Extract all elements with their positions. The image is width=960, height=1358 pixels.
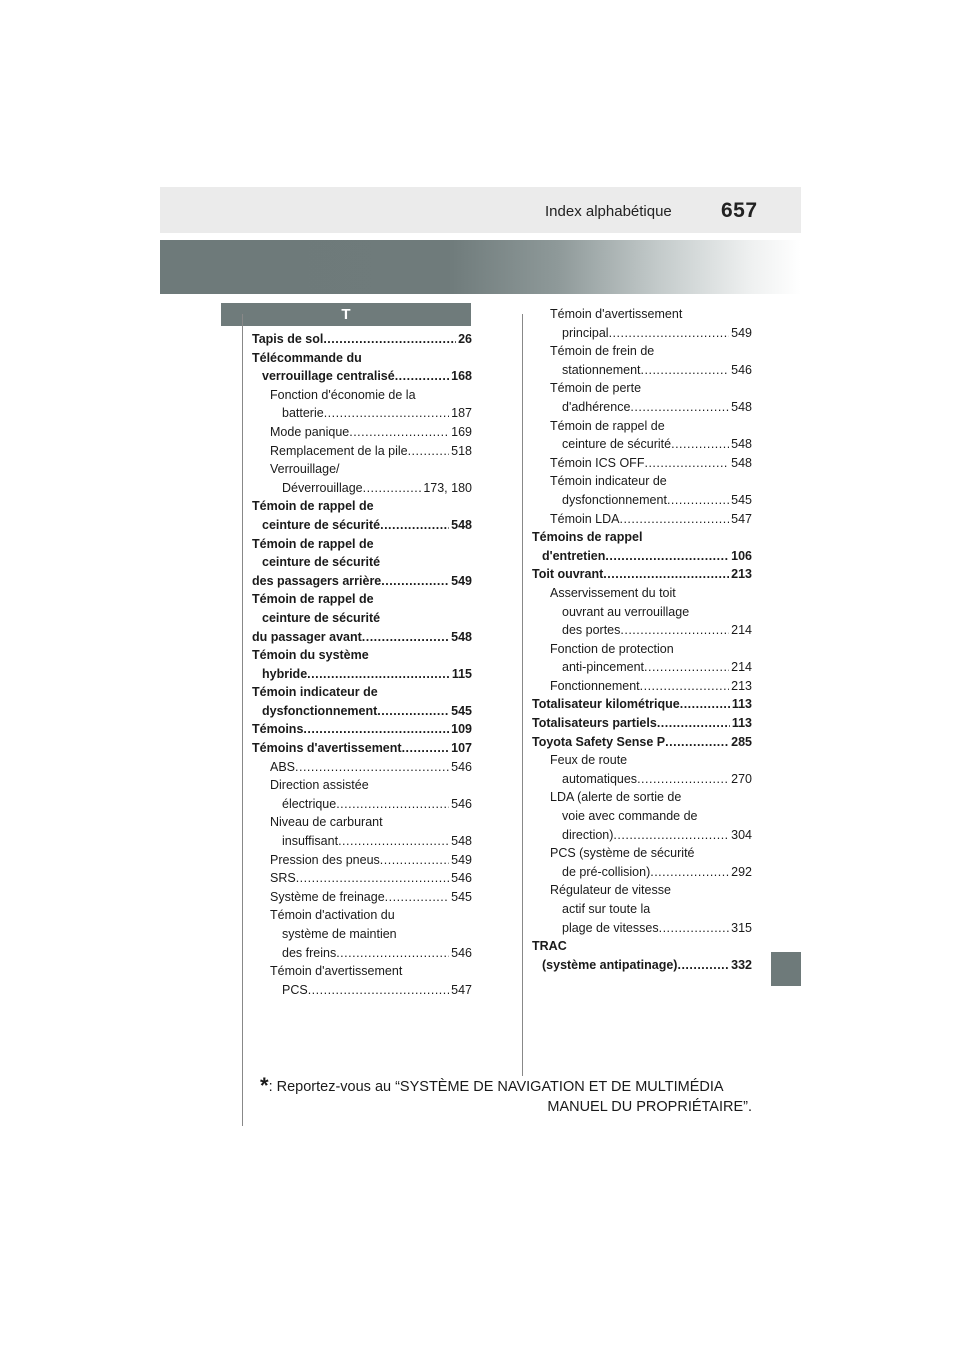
index-entry: [252, 683, 472, 702]
index-entry-page: 107: [451, 741, 472, 756]
index-entry-page: 548: [451, 629, 472, 644]
index-entry-page: 109: [451, 722, 472, 737]
dot-leader: [307, 665, 450, 684]
index-entry: [532, 621, 752, 640]
dot-leader: [363, 479, 422, 498]
index-entry-page: 546: [451, 945, 472, 960]
index-entry-text: Fonctionnement: [550, 678, 640, 693]
index-entry-page: 304: [731, 827, 752, 842]
index-entry: [532, 417, 752, 436]
index-entry: [252, 535, 472, 554]
index-entry: [532, 528, 752, 547]
index-entry-page: 549: [451, 573, 472, 588]
index-entry-text: hybride: [262, 666, 308, 681]
dot-leader: [395, 367, 449, 386]
index-entry-text: Témoin de rappel de: [252, 536, 374, 551]
index-entry: [252, 553, 472, 572]
dot-leader: [671, 435, 729, 454]
index-entry: [532, 695, 752, 714]
index-entry-page: 518: [451, 443, 472, 458]
index-entry-page: 546: [451, 759, 472, 774]
index-entry-page: 285: [731, 734, 752, 749]
dot-leader: [380, 516, 449, 535]
dot-leader: [362, 628, 449, 647]
index-entry-text: dysfonctionnement: [262, 703, 378, 718]
index-entry-text: ceinture de sécurité: [562, 437, 672, 452]
index-entry-page: 548: [731, 437, 752, 452]
footnote-line-1: : Reportez-vous au “SYSTÈME DE NAVIGATION ET DE MULTIMÉDIA: [268, 1079, 724, 1095]
index-entry-text: Témoin du système: [252, 648, 369, 663]
index-entry: [532, 603, 752, 622]
index-entry-text: Témoin LDA: [550, 511, 620, 526]
index-entry-page: 548: [731, 399, 752, 414]
index-entry-text: Témoin de perte: [550, 381, 642, 396]
index-entry: [252, 739, 472, 758]
index-entry-page: 549: [731, 325, 752, 340]
index-entry: [252, 906, 472, 925]
index-entry: [532, 510, 752, 529]
index-entry-page: 547: [731, 511, 752, 526]
dot-leader: [680, 695, 730, 714]
dot-leader: [336, 944, 449, 963]
index-entry: [252, 981, 472, 1000]
index-entry-text: du passager avant: [252, 629, 362, 644]
dot-leader: [303, 720, 449, 739]
page-number: 657: [721, 199, 758, 222]
index-entry-text: PCS (système de sécurité: [550, 846, 695, 861]
index-entry-text: PCS: [282, 982, 308, 997]
index-entry: [532, 379, 752, 398]
index-entry-page: 106: [731, 548, 752, 563]
index-entry-text: ceinture de sécurité: [262, 610, 381, 625]
index-entry: [532, 900, 752, 919]
index-entry-text: Fonction d'économie de la: [270, 387, 416, 402]
index-entry: [252, 646, 472, 665]
index-entry-text: Feux de route: [550, 753, 628, 768]
index-entry-text: Télécommande du: [252, 350, 362, 365]
dot-leader: [640, 677, 730, 696]
index-entry-text: Témoin de rappel de: [252, 592, 374, 607]
index-entry-text: ABS: [270, 759, 296, 774]
index-entry-page: 547: [451, 982, 472, 997]
index-letter-heading: T: [221, 303, 471, 326]
index-entry-page: 292: [731, 864, 752, 879]
dot-leader: [295, 758, 449, 777]
header-gradient-band: [160, 240, 801, 294]
index-entry: [532, 956, 752, 975]
index-entry: [532, 342, 752, 361]
dot-leader: [644, 658, 729, 677]
index-entry-text: verrouillage centralisé: [262, 369, 395, 384]
dot-leader: [603, 565, 729, 584]
index-entry: [252, 962, 472, 981]
index-entry: [532, 584, 752, 603]
index-entry-text: Direction assistée: [270, 778, 369, 793]
index-column-left: [252, 330, 472, 999]
index-entry: [252, 795, 472, 814]
index-entry-text: des freins: [282, 945, 337, 960]
footnote-star: *: [260, 1073, 269, 1098]
index-entry: [532, 844, 752, 863]
index-entry-text: ouvrant au verrouillage: [562, 604, 690, 619]
index-entry: [532, 435, 752, 454]
index-entry: [252, 758, 472, 777]
index-entry-text: Asservissement du toit: [550, 585, 676, 600]
chapter-thumb-tab: [771, 952, 801, 986]
index-entry-text: des passagers arrière: [252, 573, 382, 588]
index-entry: [532, 714, 752, 733]
index-entry: [252, 516, 472, 535]
index-entry: [532, 658, 752, 677]
index-entry-text: SRS: [270, 871, 296, 886]
index-entry-text: Toit ouvrant: [532, 567, 604, 582]
index-entry-page: 546: [451, 871, 472, 886]
dot-leader: [296, 869, 449, 888]
index-column-right: [532, 305, 752, 974]
index-entry: [532, 454, 752, 473]
index-entry: [532, 565, 752, 584]
dot-leader: [385, 888, 449, 907]
index-entry-page: 168: [451, 369, 472, 384]
index-entry-text: Témoin indicateur de: [252, 685, 378, 700]
index-entry-text: actif sur toute la: [562, 902, 651, 916]
index-entry-text: Témoin indicateur de: [550, 474, 667, 489]
dot-leader: [336, 795, 449, 814]
index-entry: [532, 807, 752, 826]
dot-leader: [641, 361, 730, 380]
index-entry: [252, 832, 472, 851]
index-entry: [252, 702, 472, 721]
index-entry: [252, 442, 472, 461]
index-entry-page: 187: [451, 406, 472, 421]
dot-leader: [605, 547, 729, 566]
dot-leader: [338, 832, 449, 851]
dot-leader: [380, 851, 449, 870]
index-entry: [532, 640, 752, 659]
index-entry-text: Témoin de rappel de: [550, 418, 665, 433]
index-entry: [252, 590, 472, 609]
dot-leader: [609, 324, 730, 343]
index-entry: [252, 330, 472, 349]
index-entry: [252, 944, 472, 963]
index-entry-text: Remplacement de la pile: [270, 443, 408, 458]
index-entry-text: Système de freinage: [270, 889, 385, 904]
dot-leader: [677, 956, 729, 975]
index-entry-page: 548: [451, 834, 472, 849]
index-entry: [252, 609, 472, 628]
index-entry-page: 545: [451, 889, 472, 904]
index-entry-text: Témoin de frein de: [550, 344, 655, 359]
index-entry: [532, 770, 752, 789]
index-entry-text: Témoins d'avertissement: [252, 741, 402, 756]
index-entry: [532, 881, 752, 900]
dot-leader: [619, 510, 729, 529]
dot-leader: [381, 572, 449, 591]
index-entry-page: 214: [731, 660, 752, 675]
index-entry-text: Témoin d'avertissement: [550, 307, 683, 321]
index-entry: [252, 925, 472, 944]
dot-leader: [667, 491, 729, 510]
index-entry-page: 549: [451, 852, 472, 867]
index-entry: [252, 888, 472, 907]
index-entry: [532, 733, 752, 752]
index-entry-text: stationnement: [562, 362, 641, 377]
index-entry-page: 546: [731, 362, 752, 377]
index-entry: [252, 628, 472, 647]
index-entry-text: principal: [562, 325, 609, 340]
index-entry-page: 115: [451, 666, 472, 681]
dot-leader: [308, 981, 449, 1000]
index-entry-text: Fonction de protection: [550, 641, 674, 656]
index-entry: [252, 813, 472, 832]
index-entry-text: Mode panique: [270, 424, 350, 439]
dot-leader: [650, 863, 729, 882]
footnote-line-2: MANUEL DU PROPRIÉTAIRE”.: [547, 1099, 752, 1115]
index-entry-text: insuffisant: [282, 834, 339, 849]
index-entry-text: Témoin d'avertissement: [270, 964, 403, 979]
index-entry: [252, 497, 472, 516]
index-entry: [532, 491, 752, 510]
index-entry-text: voie avec commande de: [562, 809, 698, 824]
index-entry-text: ceinture de sécurité: [262, 517, 381, 532]
index-entry: [532, 826, 752, 845]
index-entry-text: Régulateur de vitesse: [550, 883, 671, 898]
dot-leader: [657, 714, 730, 733]
index-entry-text: d'adhérence: [562, 399, 631, 414]
index-entry: [252, 349, 472, 368]
index-entry-text: Témoin d'activation du: [270, 908, 395, 923]
index-entry-page: 545: [451, 703, 472, 718]
dot-leader: [377, 702, 449, 721]
index-entry-text: TRAC: [532, 939, 567, 954]
index-entry: [532, 677, 752, 696]
index-entry-text: système de maintien: [282, 927, 397, 941]
index-entry-text: direction): [562, 827, 614, 842]
index-entry-page: 545: [731, 492, 752, 507]
index-entry-text: Pression des pneus: [270, 852, 380, 867]
index-entry: [252, 386, 472, 405]
dot-leader: [613, 826, 729, 845]
footnote: [260, 1073, 752, 1117]
dot-leader: [637, 770, 729, 789]
index-entry-page: 270: [731, 771, 752, 786]
dot-leader: [408, 442, 450, 461]
index-entry-text: des portes: [562, 623, 621, 638]
index-entry-text: d'entretien: [542, 548, 606, 563]
index-entry-page: 173, 180: [423, 480, 472, 495]
index-entry-text: Tapis de sol: [252, 332, 324, 346]
index-entry-page: 213: [731, 678, 752, 693]
dot-leader: [324, 404, 449, 423]
index-entry-page: 113: [731, 716, 752, 731]
dot-leader: [323, 330, 456, 349]
index-entry-text: Verrouillage/: [270, 462, 340, 477]
index-entry-page: 332: [731, 957, 752, 972]
dot-leader: [630, 398, 729, 417]
section-title: Index alphabétique: [545, 203, 672, 220]
index-entry: [532, 324, 752, 343]
index-entry: [252, 367, 472, 386]
index-entry-text: (système antipatinage): [542, 957, 678, 972]
index-entry: [252, 460, 472, 479]
index-entry-text: Totalisateurs partiels: [532, 716, 657, 731]
dot-leader: [349, 423, 449, 442]
index-entry-text: dysfonctionnement: [562, 492, 667, 507]
left-rule: [242, 314, 243, 1126]
index-entry-page: 214: [731, 623, 752, 638]
index-entry: [532, 547, 752, 566]
index-entry: [252, 479, 472, 498]
index-entry: [252, 851, 472, 870]
index-entry-text: Témoin de rappel de: [252, 499, 374, 514]
dot-leader: [665, 733, 729, 752]
index-entry-text: Niveau de carburant: [270, 815, 383, 830]
dot-leader: [659, 919, 730, 938]
index-entry: [532, 863, 752, 882]
index-entry-text: plage de vitesses: [562, 920, 659, 935]
index-entry: [532, 919, 752, 938]
index-entry: [252, 423, 472, 442]
index-entry-text: Témoins: [252, 722, 304, 737]
index-entry-page: 213: [731, 567, 752, 582]
index-entry: [532, 788, 752, 807]
index-entry-text: batterie: [282, 406, 324, 421]
index-entry-page: 548: [731, 455, 752, 470]
header-strip: [160, 187, 801, 233]
index-entry-text: Témoin ICS OFF: [550, 455, 645, 470]
index-entry-page: 548: [451, 517, 472, 532]
index-entry: [252, 665, 472, 684]
index-entry-text: anti-pincement: [562, 660, 644, 675]
index-entry: [532, 305, 752, 324]
index-entry-text: électrique: [282, 796, 337, 811]
index-entry-page: 26: [458, 332, 472, 346]
index-entry-page: 169: [451, 424, 472, 439]
index-entry-text: Toyota Safety Sense P: [532, 734, 666, 749]
index-entry: [532, 751, 752, 770]
index-entry-page: 546: [451, 796, 472, 811]
index-entry: [252, 572, 472, 591]
index-entry-page: 315: [731, 920, 752, 935]
index-entry: [532, 472, 752, 491]
index-entry-text: de pré-collision): [562, 864, 651, 879]
dot-leader: [644, 454, 729, 473]
index-entry-text: Témoins de rappel: [532, 530, 643, 545]
index-entry: [252, 720, 472, 739]
index-entry: [252, 776, 472, 795]
index-entry: [532, 361, 752, 380]
index-entry-text: ceinture de sécurité: [262, 555, 381, 570]
index-entry: [532, 937, 752, 956]
index-entry: [252, 404, 472, 423]
index-entry: [252, 869, 472, 888]
index-entry-page: 113: [731, 697, 752, 712]
index-entry-text: Totalisateur kilométrique: [532, 697, 680, 712]
index-entry-text: automatiques: [562, 771, 638, 786]
dot-leader: [620, 621, 729, 640]
index-entry-text: Déverrouillage: [282, 480, 363, 495]
index-entry-text: LDA (alerte de sortie de: [550, 790, 682, 805]
column-divider: [522, 314, 523, 1076]
index-entry: [532, 398, 752, 417]
dot-leader: [402, 739, 450, 758]
